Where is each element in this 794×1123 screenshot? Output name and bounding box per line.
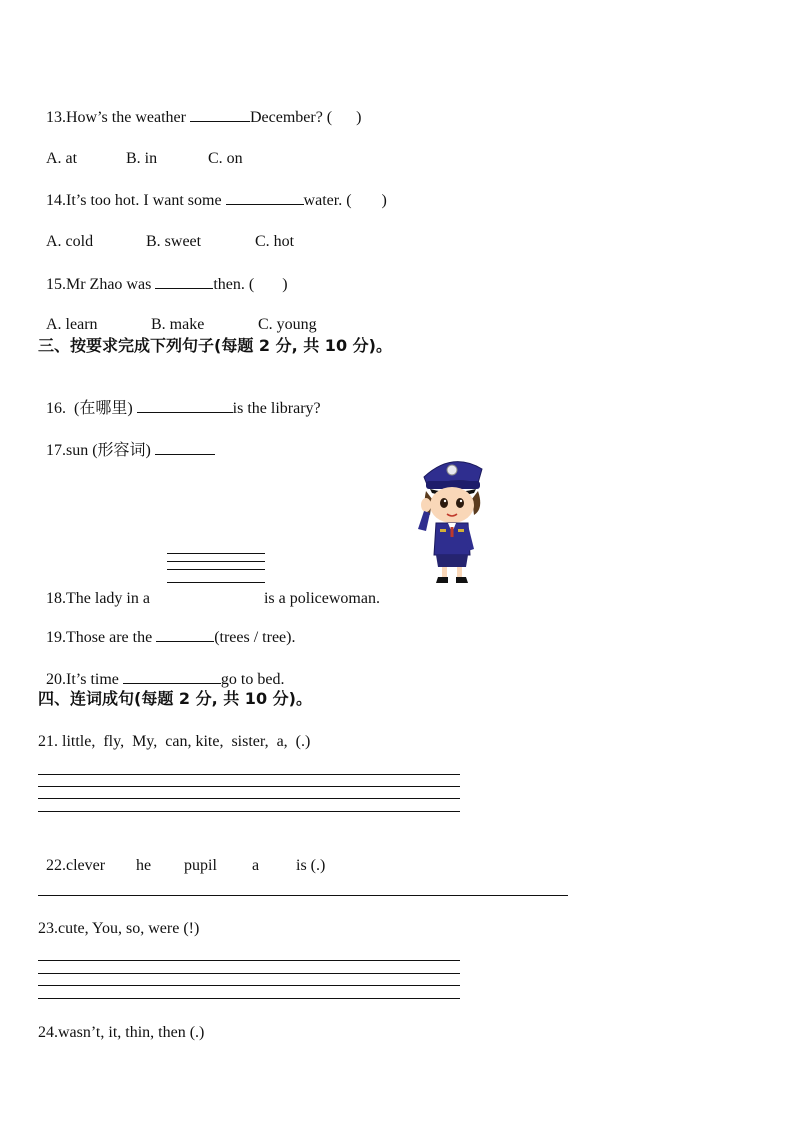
q18-writing-line-2 [167, 561, 265, 562]
q13-prompt-after: December? ( [249, 109, 333, 126]
question-16 [38, 378, 321, 419]
question-23: 23.cute, You, so, were (!) [38, 920, 200, 937]
q21-writing-line-4[interactable] [38, 811, 460, 812]
q14-answer-blank[interactable] [226, 190, 304, 205]
q22-word-3: pupil [184, 857, 217, 874]
question-20 [38, 649, 284, 690]
q23-writing-line-3 [38, 985, 460, 986]
section-4-title: 四、连词成句(每题 2 分, 共 10 分)。 [38, 689, 312, 708]
policewoman-illustration [412, 455, 492, 585]
q20-prompt-before: 20.It’s time [46, 671, 123, 688]
q15-option-a[interactable]: A. learn [46, 316, 98, 333]
question-14 [38, 170, 387, 211]
q23-writing-line-4[interactable] [38, 998, 460, 999]
q19-answer-blank[interactable] [156, 627, 214, 642]
q20-answer-blank[interactable] [123, 669, 221, 684]
q18-writing-line-1 [167, 553, 265, 554]
q17-answer-blank[interactable] [155, 440, 215, 455]
q18-prompt-before: 18.The lady in a [46, 590, 154, 607]
q15-prompt-after: then. ( [213, 276, 255, 293]
q15-options [38, 295, 317, 335]
q23-writing-line-1 [38, 960, 460, 961]
q13-option-b[interactable]: B. in [126, 150, 158, 167]
q23-writing-line-2 [38, 973, 460, 974]
question-19 [38, 607, 295, 648]
q15-prompt-before: 15.Mr Zhao was [46, 276, 156, 293]
q18-prompt-after: is a policewoman. [259, 590, 380, 607]
question-18 [38, 569, 380, 609]
q20-prompt-after: go to bed. [220, 671, 285, 688]
question-22 [38, 836, 325, 876]
q13-prompt-before: 13.How’s the weather [46, 109, 190, 126]
question-21: 21. little, fly, My, can, kite, sister, a, (.) [38, 733, 311, 750]
q21-writing-line-1 [38, 774, 460, 775]
q14-option-c[interactable]: C. hot [255, 233, 295, 250]
q21-writing-line-3 [38, 798, 460, 799]
q15-option-c[interactable]: C. young [258, 316, 317, 333]
q21-writing-line-2 [38, 786, 460, 787]
q14-option-a[interactable]: A. cold [46, 233, 94, 250]
q14-prompt-after: water. ( [303, 192, 352, 209]
question-15 [38, 254, 288, 295]
q19-prompt-after: (trees / tree). [214, 629, 296, 646]
question-13 [38, 87, 361, 128]
question-17 [38, 420, 215, 461]
q22-word-4: a [252, 857, 260, 874]
question-24: 24.wasn’t, it, thin, then (.) [38, 1024, 205, 1041]
q15-paren-close: ) [282, 276, 288, 293]
q22-answer-line[interactable] [38, 895, 568, 896]
q13-paren-close: ) [356, 109, 362, 126]
q22-word-1: 22.clever [46, 857, 106, 874]
q14-prompt-before: 14.It’s too hot. I want some [46, 192, 226, 209]
q14-options [38, 212, 294, 252]
q22-word-2: he [136, 857, 152, 874]
q15-answer-blank[interactable] [155, 274, 213, 289]
q16-prompt-after: is the library? [232, 400, 321, 417]
q14-paren-close: ) [381, 192, 387, 209]
q13-options [38, 129, 243, 169]
q13-answer-blank[interactable] [190, 107, 250, 122]
q13-option-c[interactable]: C. on [208, 150, 243, 167]
q22-word-5: is (.) [296, 857, 326, 874]
q15-option-b[interactable]: B. make [151, 316, 205, 333]
q17-prompt-before: 17.sun (形容词) [46, 442, 155, 459]
q16-prompt-before: 16. (在哪里) [46, 400, 137, 417]
q14-option-b[interactable]: B. sweet [146, 233, 202, 250]
q16-answer-blank[interactable] [137, 398, 233, 413]
section-3-title: 三、按要求完成下列句子(每题 2 分, 共 10 分)。 [38, 336, 392, 355]
q19-prompt-before: 19.Those are the [46, 629, 157, 646]
q13-option-a[interactable]: A. at [46, 150, 78, 167]
